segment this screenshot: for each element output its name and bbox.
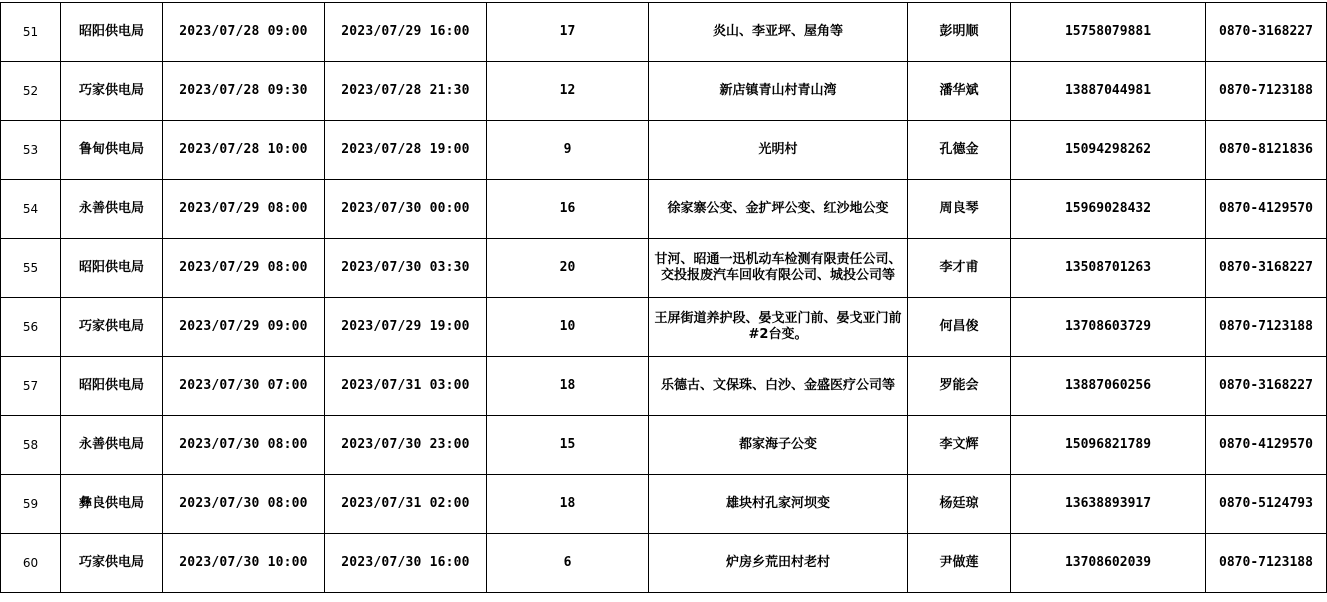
contact-person: 周良琴 [908, 180, 1011, 239]
start-time: 2023/07/28 09:30 [163, 62, 325, 121]
bureau-name: 昭阳供电局 [61, 239, 163, 298]
phone-number: 0870-7123188 [1206, 534, 1327, 593]
bureau-name: 巧家供电局 [61, 62, 163, 121]
end-time: 2023/07/31 02:00 [325, 475, 487, 534]
mobile-number: 13708602039 [1011, 534, 1206, 593]
contact-person: 李才甫 [908, 239, 1011, 298]
table-row [1, 416, 1327, 475]
start-time: 2023/07/30 07:00 [163, 357, 325, 416]
table-row [1, 62, 1327, 121]
table-row [1, 3, 1327, 62]
outage-area: 光明村 [649, 121, 908, 180]
mobile-number: 15094298262 [1011, 121, 1206, 180]
phone-number: 0870-5124793 [1206, 475, 1327, 534]
outage-area: 雄块村孔家河坝变 [649, 475, 908, 534]
table-row [1, 298, 1327, 357]
outage-area: 新店镇青山村青山湾 [649, 62, 908, 121]
phone-number: 0870-3168227 [1206, 3, 1327, 62]
outage-area: 王屏街道养护段、晏戈亚门前、晏戈亚门前#2台变。 [649, 298, 908, 357]
mobile-number: 13887060256 [1011, 357, 1206, 416]
row-number: 55 [1, 239, 61, 298]
start-time: 2023/07/29 08:00 [163, 180, 325, 239]
row-number: 58 [1, 416, 61, 475]
row-number: 56 [1, 298, 61, 357]
end-time: 2023/07/29 19:00 [325, 298, 487, 357]
phone-number: 0870-3168227 [1206, 357, 1327, 416]
duration-count: 15 [487, 416, 649, 475]
row-number: 59 [1, 475, 61, 534]
outage-area: 炉房乡荒田村老村 [649, 534, 908, 593]
duration-count: 18 [487, 357, 649, 416]
contact-person: 潘华斌 [908, 62, 1011, 121]
duration-count: 6 [487, 534, 649, 593]
mobile-number: 13708603729 [1011, 298, 1206, 357]
table-row [1, 180, 1327, 239]
mobile-number: 15758079881 [1011, 3, 1206, 62]
bureau-name: 巧家供电局 [61, 534, 163, 593]
bureau-name: 昭阳供电局 [61, 357, 163, 416]
start-time: 2023/07/30 08:00 [163, 475, 325, 534]
table-row [1, 121, 1327, 180]
row-number: 57 [1, 357, 61, 416]
duration-count: 10 [487, 298, 649, 357]
row-number: 51 [1, 3, 61, 62]
outage-area: 都家海子公变 [649, 416, 908, 475]
bureau-name: 永善供电局 [61, 180, 163, 239]
row-number: 53 [1, 121, 61, 180]
mobile-number: 15969028432 [1011, 180, 1206, 239]
outage-area: 甘河、昭通一迅机动车检测有限责任公司、交投报废汽车回收有限公司、城投公司等 [649, 239, 908, 298]
bureau-name: 鲁甸供电局 [61, 121, 163, 180]
duration-count: 16 [487, 180, 649, 239]
phone-number: 0870-8121836 [1206, 121, 1327, 180]
contact-person: 罗能会 [908, 357, 1011, 416]
contact-person: 李文辉 [908, 416, 1011, 475]
end-time: 2023/07/30 03:30 [325, 239, 487, 298]
start-time: 2023/07/30 10:00 [163, 534, 325, 593]
outage-schedule-table [0, 2, 1327, 593]
end-time: 2023/07/30 00:00 [325, 180, 487, 239]
outage-area: 徐家寨公变、金扩坪公变、红沙地公变 [649, 180, 908, 239]
duration-count: 9 [487, 121, 649, 180]
row-number: 54 [1, 180, 61, 239]
contact-person: 孔德金 [908, 121, 1011, 180]
table-row [1, 475, 1327, 534]
start-time: 2023/07/29 09:00 [163, 298, 325, 357]
phone-number: 0870-4129570 [1206, 180, 1327, 239]
bureau-name: 昭阳供电局 [61, 3, 163, 62]
mobile-number: 13508701263 [1011, 239, 1206, 298]
mobile-number: 13887044981 [1011, 62, 1206, 121]
end-time: 2023/07/30 16:00 [325, 534, 487, 593]
duration-count: 12 [487, 62, 649, 121]
phone-number: 0870-7123188 [1206, 298, 1327, 357]
table-row [1, 239, 1327, 298]
outage-area: 乐德古、文保珠、白沙、金盛医疗公司等 [649, 357, 908, 416]
mobile-number: 15096821789 [1011, 416, 1206, 475]
duration-count: 20 [487, 239, 649, 298]
end-time: 2023/07/28 21:30 [325, 62, 487, 121]
outage-area: 炎山、李亚坪、屋角等 [649, 3, 908, 62]
mobile-number: 13638893917 [1011, 475, 1206, 534]
duration-count: 17 [487, 3, 649, 62]
end-time: 2023/07/29 16:00 [325, 3, 487, 62]
end-time: 2023/07/28 19:00 [325, 121, 487, 180]
phone-number: 0870-3168227 [1206, 239, 1327, 298]
start-time: 2023/07/28 09:00 [163, 3, 325, 62]
contact-person: 何昌俊 [908, 298, 1011, 357]
start-time: 2023/07/28 10:00 [163, 121, 325, 180]
end-time: 2023/07/30 23:00 [325, 416, 487, 475]
contact-person: 彭明顺 [908, 3, 1011, 62]
row-number: 52 [1, 62, 61, 121]
bureau-name: 永善供电局 [61, 416, 163, 475]
bureau-name: 彝良供电局 [61, 475, 163, 534]
start-time: 2023/07/29 08:00 [163, 239, 325, 298]
duration-count: 18 [487, 475, 649, 534]
table-row [1, 357, 1327, 416]
phone-number: 0870-7123188 [1206, 62, 1327, 121]
row-number: 60 [1, 534, 61, 593]
phone-number: 0870-4129570 [1206, 416, 1327, 475]
table-body [1, 3, 1327, 593]
bureau-name: 巧家供电局 [61, 298, 163, 357]
start-time: 2023/07/30 08:00 [163, 416, 325, 475]
end-time: 2023/07/31 03:00 [325, 357, 487, 416]
contact-person: 尹做莲 [908, 534, 1011, 593]
table-row [1, 534, 1327, 593]
contact-person: 杨廷琼 [908, 475, 1011, 534]
